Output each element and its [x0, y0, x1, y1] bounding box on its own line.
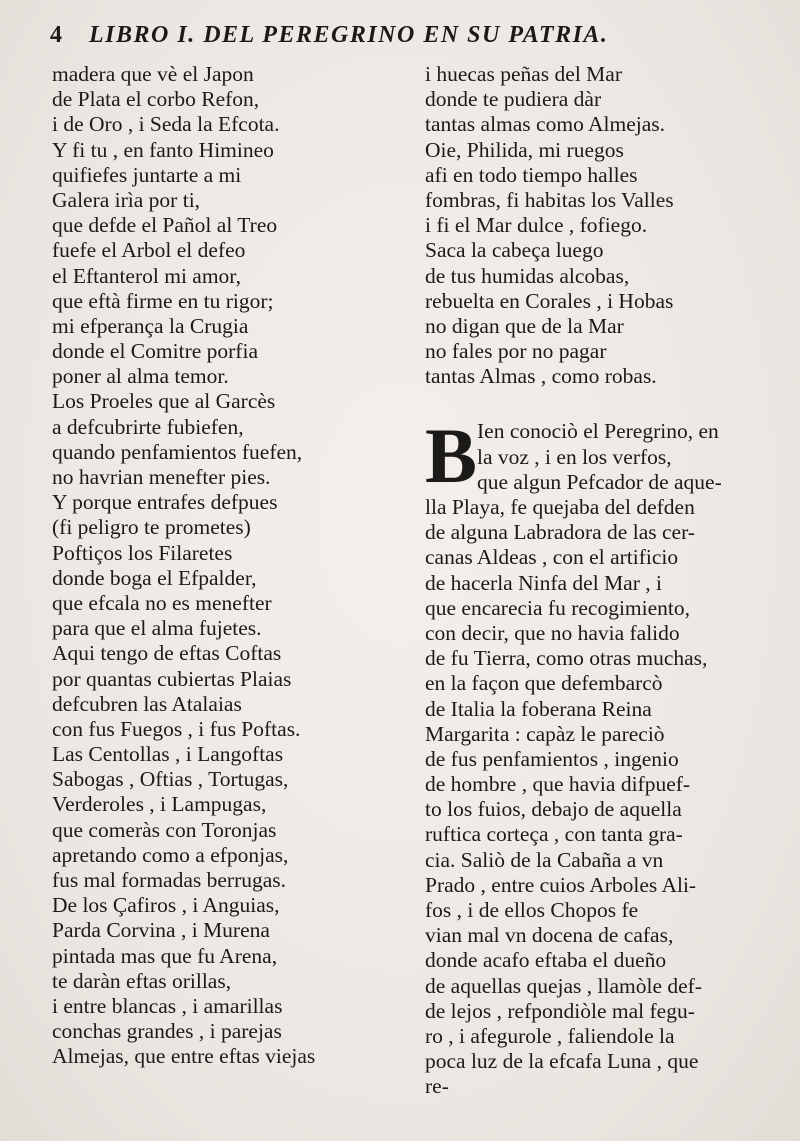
- text-line: i entre blancas , i amarillas: [52, 993, 283, 1018]
- text-line: que encarecia fu recogimiento,: [425, 595, 691, 620]
- text-line: to los fuios, debajo de aquella: [425, 797, 682, 822]
- left-column-verse: [52, 62, 407, 1070]
- text-line: de fus penfamientos , ingenio: [425, 746, 679, 771]
- text-line: Prado , entre cuios Arboles Ali-: [425, 872, 697, 897]
- text-line: canas Aldeas , con el artificio: [425, 545, 679, 570]
- text-line: i huecas peñas del Mar: [425, 62, 623, 86]
- text-line: de alguna Labradora de las cer-: [425, 520, 695, 545]
- text-line: de hacerla Ninfa del Mar , i: [425, 570, 662, 595]
- text-line: de fu Tierra, como otras muchas,: [425, 646, 708, 671]
- right-column-verse: [425, 62, 790, 389]
- text-line: Aqui tengo de eftas Coftas: [52, 641, 282, 666]
- running-header: [50, 22, 790, 49]
- text-line: fos , i de ellos Chopos fe: [425, 898, 639, 922]
- text-line: fombras, fi habitas los Valles: [425, 187, 674, 212]
- text-line: con fus Fuegos , i fus Poftas.: [52, 716, 301, 741]
- text-line: no havrian menefter pies.: [52, 465, 271, 489]
- text-line: fus mal formadas berrugas.: [52, 868, 287, 892]
- text-line: que efcala no es menefter: [52, 590, 272, 615]
- text-line: re-: [425, 1074, 449, 1099]
- text-line: Las Centollas , i Langoftas: [52, 742, 284, 767]
- text-line: a defcubrirte fubiefen,: [52, 414, 244, 439]
- text-line: tantas almas como Almejas.: [425, 112, 666, 137]
- text-line: i fi el Mar dulce , fofiego.: [425, 213, 648, 238]
- text-line: Y fi tu , en fanto Himineo: [52, 137, 274, 162]
- text-line: Poftiços los Filaretes: [52, 540, 233, 565]
- text-line: cia. Saliò de la Cabaña a vn: [425, 847, 664, 872]
- text-line: Verderoles , i Lampugas,: [52, 792, 267, 817]
- text-line: para que el alma fujetes.: [52, 616, 262, 641]
- text-line: Almejas, que entre eftas viejas: [52, 1044, 316, 1069]
- text-line: que eftà firme en tu rigor;: [52, 288, 274, 313]
- text-line: no fales por no pagar: [425, 339, 607, 364]
- text-line: quifiefes juntarte a mi: [52, 162, 242, 187]
- text-line: vian mal vn docena de cafas,: [425, 923, 674, 948]
- text-line: ruftica corteça , con tanta gra-: [425, 822, 683, 847]
- text-line: poner al alma temor.: [52, 364, 229, 389]
- text-line: donde boga el Efpalder,: [52, 565, 257, 590]
- text-line: donde te pudiera dàr: [425, 87, 602, 112]
- text-line: afi en todo tiempo halles: [425, 162, 638, 187]
- prose-paragraph: [425, 412, 790, 1099]
- text-line: con decir, que no havia falido: [425, 620, 680, 645]
- text-line: donde acafo eftaba el dueño: [425, 948, 667, 973]
- text-line: madera que vè el Japon: [52, 62, 254, 86]
- text-line: quando penfamientos fuefen,: [52, 439, 303, 464]
- running-title: LIBRO I. DEL PEREGRINO EN SU PATRIA.: [89, 22, 609, 48]
- text-line: por quantas cubiertas Plaias: [52, 666, 292, 691]
- text-line: Margarita : capàz le pareciò: [425, 721, 665, 746]
- text-line: Los Proeles que al Garcès: [52, 389, 276, 414]
- text-line: Saca la cabeça luego: [425, 238, 604, 263]
- text-line: defcubren las Atalaias: [52, 691, 242, 716]
- right-column: [425, 62, 790, 1100]
- text-line: de lejos , refpondiòle mal fegu-: [425, 998, 695, 1023]
- text-line: conchas grandes , i parejas: [52, 1019, 282, 1044]
- text-line: rebuelta en Corales , i Hobas: [425, 288, 674, 313]
- text-line: donde el Comitre porfia: [52, 339, 258, 364]
- text-line: Sabogas , Oftias , Tortugas,: [52, 767, 289, 792]
- text-line: lla Playa, fe quejaba del defden: [425, 495, 695, 519]
- text-line: poca luz de la efcafa Luna , que: [425, 1049, 699, 1074]
- text-line: i de Oro , i Seda la Efcota.: [52, 112, 280, 137]
- text-line: de Italia la foberana Reina: [425, 696, 652, 721]
- page-marker: 4: [50, 22, 64, 48]
- drop-cap: B: [425, 412, 478, 500]
- text-line: fuefe el Arbol el defeo: [52, 238, 246, 263]
- text-line: de tus humidas alcobas,: [425, 263, 630, 288]
- text-line: de hombre , que havia difpuef-: [425, 772, 691, 797]
- text-line: de aquellas quejas , llamòle def-: [425, 973, 703, 998]
- text-line: apretando como a efponjas,: [52, 842, 289, 867]
- text-line: Y porque entrafes defpues: [52, 490, 278, 515]
- text-line: te daràn eftas orillas,: [52, 968, 232, 993]
- text-line: que defde el Pañol al Treo: [52, 213, 278, 238]
- text-line: mi efperança la Crugia: [52, 313, 249, 338]
- text-line: no digan que de la Mar: [425, 313, 624, 338]
- text-line: que algun Pefcador de aque-: [477, 469, 722, 494]
- text-line: tantas Almas , como robas.: [425, 364, 657, 389]
- text-line: el Eftanterol mi amor,: [52, 263, 241, 288]
- text-line: que comeràs con Toronjas: [52, 817, 277, 842]
- text-line: Ien conociò el Peregrino, en: [477, 419, 719, 444]
- text-line: en la façon que defembarcò: [425, 671, 663, 696]
- text-line: Oie, Philida, mi ruegos: [425, 137, 624, 162]
- text-line: Parda Corvina , i Murena: [52, 918, 270, 943]
- text-line: Galera irìa por ti,: [52, 187, 201, 212]
- text-line: De los Çafiros , i Anguias,: [52, 893, 280, 918]
- text-line: de Plata el corbo Refon,: [52, 87, 260, 112]
- text-line: pintada mas que fu Arena,: [52, 943, 278, 968]
- text-line: (fi peligro te prometes): [52, 515, 251, 540]
- text-line: la voz , i en los verfos,: [477, 444, 672, 469]
- text-line: ro , i afegurole , faliendole la: [425, 1023, 675, 1048]
- section-gap: [425, 389, 790, 419]
